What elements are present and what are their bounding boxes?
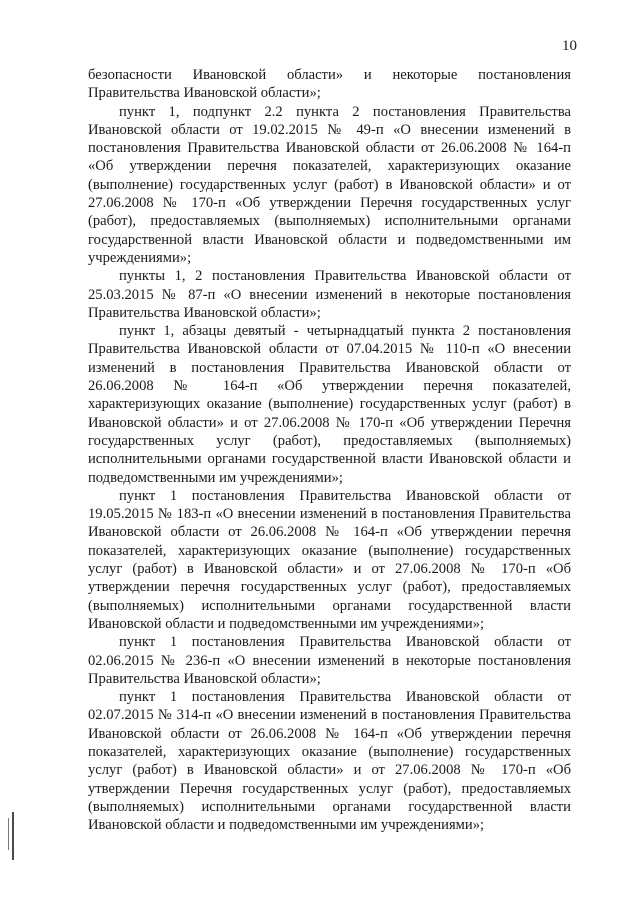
paragraph-item: пункт 1 постановления Правительства Ивановской области от 19.05.2015 № 183-п «О внесении изменений в постановления Правительства Ивановской области от 26.06.2008 № 164-п «Об утверждении перечня показателей, характеризующих оказание (выполнение) государственных услуг (работ) в Ивановской области» и от 27.06.2008 № 170-п «Об утверждении перечня государственных услуг (работ), предоставляемых (выполняемых) исполнительными органами государственной власти Ивановской области и подведомственными им учреждениями»;: [88, 487, 571, 632]
paragraph-item: пункты 1, 2 постановления Правительства Ивановской области от 25.03.2015 № 87-п «О внесении изменений в некоторые постановления Правительства Ивановской области»;: [88, 268, 571, 321]
paragraph-item: пункт 1 постановления Правительства Ивановской области от 02.06.2015 № 236-п «О внесении изменений в некоторые постановления Правительства Ивановской области»;: [88, 634, 571, 687]
paragraph-item: пункт 1, абзацы девятый - четырнадцатый пункта 2 постановления Правительства Ивановской области от 07.04.2015 № 110-п «О внесении изменений в постановления Правительства Ивановской области от 26.06.2008 № 164-п «Об утверждении перечня показателей, характеризующих оказание (выполнение) государственных услуг (работ) в Ивановской области» и от 27.06.2008 № 170-п «Об утверждении Перечня государственных услуг (работ), предоставляемых (выполняемых) исполнительными органами государственной власти Ивановской области и подведомственными им учреждениями»;: [88, 323, 571, 486]
scan-margin-mark: [12, 812, 14, 860]
page-number: 10: [562, 38, 577, 54]
document-body: [88, 66, 571, 834]
paragraph-item: пункт 1 постановления Правительства Ивановской области от 02.07.2015 № 314-п «О внесении изменений в постановления Правительства Ивановской области от 26.06.2008 № 164-п «Об утверждении перечня показателей, характеризующих оказание (выполнение) государственных услуг (работ) в Ивановской области» и от 27.06.2008 № 170-п «Об утверждении Перечня государственных услуг (работ), предоставляемых (выполняемых) исполнительными органами государственной власти Ивановской области и подведомственными им учреждениями»;: [88, 689, 571, 834]
scan-margin-mark-secondary: [8, 818, 9, 850]
paragraph-continuation: безопасности Ивановской области» и некоторые постановления Правительства Ивановской области»;: [88, 67, 571, 102]
paragraph-item: пункт 1, подпункт 2.2 пункта 2 постановления Правительства Ивановской области от 19.02.2015 № 49-п «О внесении изменений в постановления Правительства Ивановской области от 26.06.2008 № 164-п «Об утверждении перечня показателей, характеризующих оказание (выполнение) государственных услуг (работ) в Ивановской области» и от 27.06.2008 № 170-п «Об утверждении Перечня государственных услуг (работ), предоставляемых (выполняемых) исполнительными органами государственной власти Ивановской области и подведомственными им учреждениями»;: [88, 103, 571, 266]
